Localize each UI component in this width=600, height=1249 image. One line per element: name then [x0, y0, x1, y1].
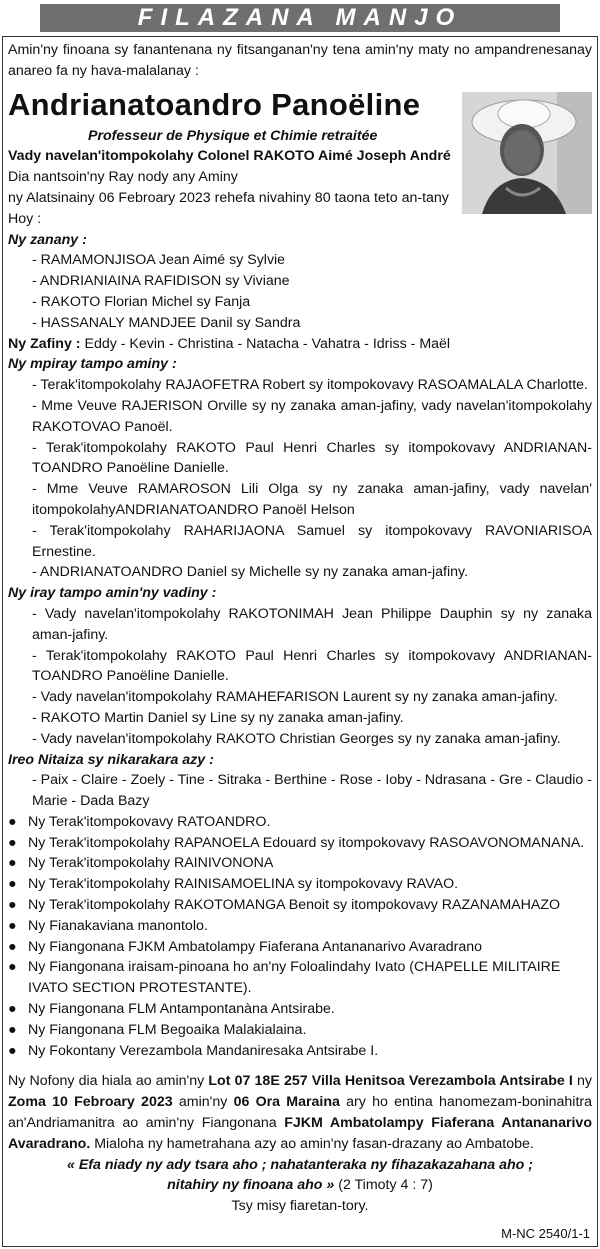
- intro-text: Amin'ny finoana sy fanantenana ny fitsanganan'ny tena amin'ny maty no ampandrenesanay anareo fa ny hava-malalanay :: [8, 42, 592, 79]
- sibling-item: - Mme Veuve RAMAROSON Lili Olga sy ny zanaka aman-jafiny, vady navelan' itompokolahyANDRIANATOANDRO Panoël Helson: [32, 481, 592, 518]
- burial-paragraph: [8, 1071, 592, 1154]
- inlaw-item: - Terak'itompokolahy RAKOTO Paul Henri Charles sy itompokovavy ANDRIANAN-TOANDRO Panoëline Danielle.: [32, 647, 592, 685]
- bullet-item: [8, 833, 592, 854]
- spouse-line: Vady navelan'itompokolahy Colonel RAKOTO Aimé Joseph André: [8, 148, 451, 165]
- inlaw-item: - Vady navelan'itompokolahy RAKOTONIMAH Jean Philippe Dauphin sy ny zanaka aman-jafiny.: [32, 605, 592, 643]
- quote-text: nitahiry ny finoana aho »: [167, 1177, 335, 1194]
- children-title: Ny zanany :: [8, 231, 87, 248]
- sibling-item: - Mme Veuve RAJERISON Orville sy ny zanaka aman-jafiny, vady navelan'itompokolahy RAKOTOVAO Panoël.: [32, 397, 592, 435]
- bullet-text: Ny Terak'itompokolahy RAINIVONONA: [28, 855, 274, 872]
- bullet-icon: ●: [8, 1042, 17, 1059]
- nieces-title: Ireo Nitaiza sy nikarakara azy :: [8, 751, 214, 768]
- sibling-item: - Terak'itompokolahy RAHARIJAONA Samuel sy itompokovavy RAVONIARISOA Ernestine.: [32, 522, 592, 560]
- bullet-icon: ●: [8, 876, 17, 893]
- bullet-icon: ●: [8, 938, 17, 955]
- flowers-note: Tsy misy fiaretan-tory.: [231, 1198, 369, 1215]
- child-item: - RAMAMONJISOA Jean Aimé sy Sylvie: [32, 252, 286, 269]
- burial-text: Mialoha ny hametrahana azy ao amin'ny fasan-drazany ao Ambatobe.: [90, 1135, 534, 1152]
- bullet-item: [8, 812, 592, 833]
- death-line-1: Dia nantsoin'ny Ray nody any Aminy: [8, 169, 238, 186]
- bullet-item: [8, 916, 592, 937]
- burial-church: FJKM Ambatolampy Fiaferana Antananarivo Avaradrano.: [8, 1115, 592, 1152]
- header-title: FILAZANA MANJO: [137, 4, 463, 31]
- bullet-text: Ny Terak'itompokolahy RAKOTOMANGA Benoit sy itompokovavy RAZANAMAHAZO: [28, 897, 561, 914]
- grandchildren-label: Ny Zafiny :: [8, 335, 81, 352]
- bullet-item: [8, 999, 592, 1020]
- sibling-item: - Terak'itompokolahy RAKOTO Paul Henri Charles sy itompokovavy ANDRIANAN-TOANDRO Panoëline Danielle.: [32, 439, 592, 477]
- sibling-item: - ANDRIANATOANDRO Daniel sy Michelle sy ny zanaka aman-jafiny.: [32, 564, 469, 581]
- grandchildren-line: [8, 334, 592, 355]
- bullet-item: [8, 874, 592, 895]
- bullet-icon: ●: [8, 959, 17, 976]
- bullet-text: Ny Terak'itompokolahy RAPANOELA Edouard sy itompokovavy RASOAVONOMANANA.: [28, 834, 585, 851]
- bullet-item: [8, 895, 592, 916]
- grandchildren-names: Eddy - Kevin - Christina - Natacha - Vahatra - Idriss - Maël: [84, 335, 451, 352]
- bullet-icon: ●: [8, 834, 17, 851]
- burial-text: amin'ny: [172, 1094, 234, 1111]
- inlaw-item: - RAKOTO Martin Daniel sy Line sy ny zanaka aman-jafiny.: [32, 709, 404, 726]
- quote-line-1: « Efa niady ny ady tsara aho ; nahatanteraka ny fihazakazahana aho ;: [67, 1156, 533, 1173]
- burial-text: Ny Nofony dia hiala ao amin'ny: [8, 1073, 209, 1090]
- child-item: - RAKOTO Florian Michel sy Fanja: [32, 293, 251, 310]
- siblings-title: Ny mpiray tampo aminy :: [8, 356, 177, 373]
- bullet-icon: ●: [8, 1001, 17, 1018]
- bullet-item: [8, 937, 592, 958]
- burial-time: 06 Ora Maraina: [233, 1094, 340, 1111]
- bullet-item: [8, 1020, 592, 1041]
- burial-text: ny: [572, 1073, 593, 1090]
- inlaw-item: - Vady navelan'itompokolahy RAMAHEFARISON Laurent sy ny zanaka aman-jafiny.: [32, 689, 558, 706]
- quote-line-2: [8, 1175, 592, 1196]
- child-item: - ANDRIANIAINA RAFIDISON sy Viviane: [32, 273, 290, 290]
- bullet-item: [8, 1041, 592, 1062]
- child-item: - HASSANALY MANDJEE Danil sy Sandra: [32, 314, 301, 331]
- bullet-item: [8, 957, 592, 999]
- death-line-2: ny Alatsinainy 06 Febroary 2023 rehefa nivahiny 80 taona teto an-tany: [8, 189, 449, 206]
- inlaws-title: Ny iray tampo amin'ny vadiny :: [8, 585, 217, 602]
- nieces-names: - Paix - Claire - Zoely - Tine - Sitraka - Berthine - Rose - Ioby - Ndrasana - Gre - Claudio - Marie - Dada Bazy: [32, 772, 592, 810]
- burial-place: Lot 07 18E 257 Villa Henitsoa Verezambola Antsirabe I: [208, 1073, 573, 1090]
- bullet-icon: ●: [8, 855, 17, 872]
- bullet-text: Ny Fianakaviana manontolo.: [28, 917, 208, 934]
- bullet-text: Ny Fiangonana FJKM Ambatolampy Fiaferana Antananarivo Avaradrano: [28, 938, 482, 955]
- bullet-text: Ny Terak'itompokolahy RAINISAMOELINA sy itompokovavy RAVAO.: [28, 876, 459, 893]
- sibling-item: - Terak'itompokolahy RAJAOFETRA Robert sy itompokovavy RASOAMALALA Charlotte.: [32, 377, 588, 394]
- bullet-item: [8, 853, 592, 874]
- notice-reference: M-NC 2540/1-1: [501, 1226, 590, 1241]
- notice-body: [8, 40, 592, 1217]
- bullet-icon: ●: [8, 813, 17, 830]
- profession: Professeur de Physique et Chimie retraitée: [88, 127, 378, 144]
- deceased-name: Andrianatoandro Panoëline: [8, 86, 421, 122]
- burial-text: ary ho entina hanomezam-boninahitra an'Andriamanitra ao amin'ny Fiangonana: [8, 1094, 593, 1132]
- header: [0, 0, 600, 38]
- bullet-text: Ny Fiangonana iraisam-pinoana ho an'ny Foloalindahy Ivato (CHAPELLE MILITAIRE IVATO SECTION PROTESTANTE).: [28, 959, 561, 997]
- bullet-icon: ●: [8, 897, 17, 914]
- bullet-icon: ●: [8, 917, 17, 934]
- bullet-icon: ●: [8, 1021, 17, 1038]
- header-banner: [40, 4, 560, 32]
- quote-reference: (2 Timoty 4 : 7): [334, 1177, 433, 1194]
- burial-date: Zoma 10 Febroary 2023: [8, 1094, 173, 1111]
- bullet-text: Ny Fokontany Verezambola Mandaniresaka Antsirabe I.: [28, 1042, 379, 1059]
- hoy-label: Hoy :: [8, 210, 42, 227]
- bullet-text: Ny Fiangonana FLM Antampontanàna Antsirabe.: [28, 1001, 335, 1018]
- inlaw-item: - Vady navelan'itompokolahy RAKOTO Christian Georges sy ny zanaka aman-jafiny.: [32, 730, 561, 747]
- bullet-text: Ny Terak'itompokovavy RATOANDRO.: [28, 813, 271, 830]
- bullet-text: Ny Fiangonana FLM Begoaika Malakialaina.: [28, 1021, 307, 1038]
